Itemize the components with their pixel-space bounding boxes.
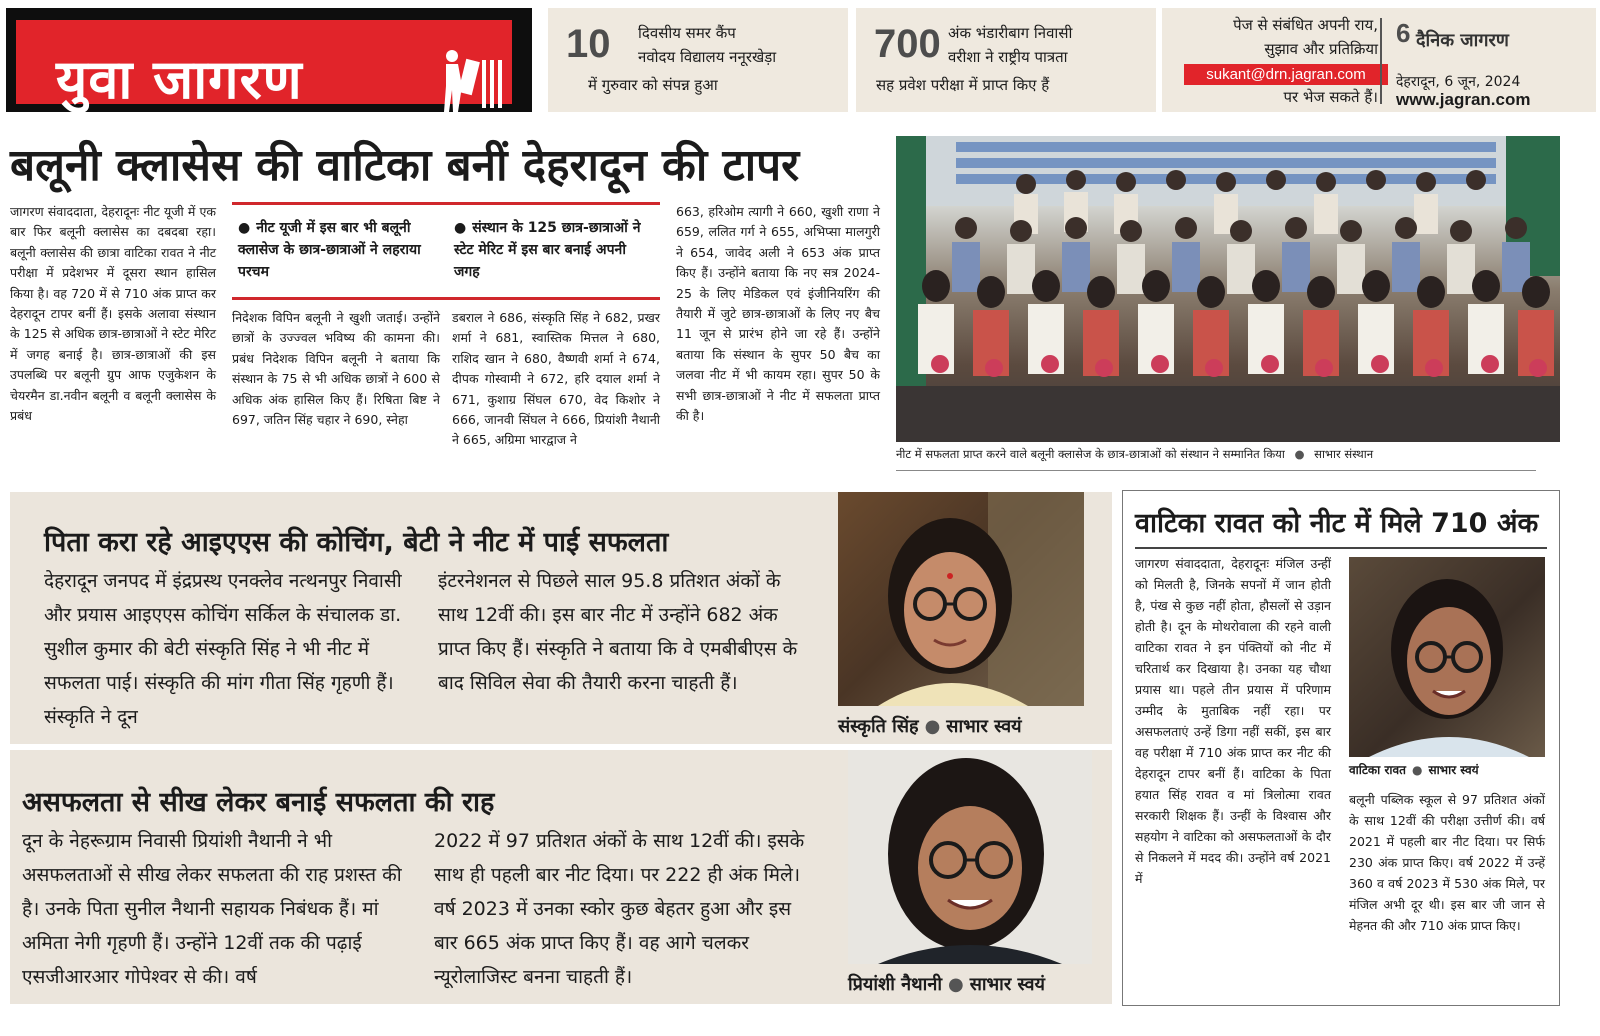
main-headline: बलूनी क्लासेस की वाटिका बनीं देहरादून की टापर	[10, 140, 800, 191]
portrait-illustration	[838, 492, 1084, 706]
divider	[896, 470, 1536, 471]
story-failure-to-success	[10, 750, 1112, 1004]
story-ias-coaching	[10, 492, 1112, 744]
teaser-line: अंक भंडारीबाग निवासी	[948, 24, 1073, 42]
bullet-icon: ●	[924, 716, 941, 737]
story-col2: इंटरनेशनल से पिछले साल 95.8 प्रतिशत अंकों के साथ 12वीं की। इस बार नीट में उन्होंने 682 अंक प्राप्त किए हैं। संस्कृति ने बताया कि वे एमबीबीएस के बाद सिविल सेवा की तैयारी करना चाहती हैं।	[438, 570, 798, 694]
divider	[1380, 18, 1382, 104]
logo-figure-icon	[440, 46, 510, 114]
bullet-icon: ●	[1294, 447, 1305, 461]
main-story-col2: निदेशक विपिन बलूनी ने खुशी जताई। उन्होंने छात्रों के उज्ज्वल भविष्य की कामना की। प्रबंध निदेशक विपिन बलूनी ने बताया कि संस्थान के 75 से भी अधिक छात्रों ने 600 से अधिक अंक हासिल किए हैं। रिषिता बिष्ट ने 697, जतिन सिंह चहार ने 690, स्नेहा	[232, 310, 440, 428]
story-col2: 2022 में 97 प्रतिशत अंकों के साथ 12वीं की। इसके साथ ही पहली बार नीट दिया। पर 222 ही अंक मिले। वर्ष 2023 में उनका स्कोर कुछ बेहतर हुआ और इस बार 665 अंक प्राप्त किए हैं। वह आगे चलकर न्यूरोलाजिस्ट बनना चाहती हैं।	[434, 830, 805, 988]
bullet-icon: ●	[947, 974, 964, 995]
group-photo	[896, 136, 1560, 442]
dateline: देहरादून, 6 जून, 2024	[1396, 74, 1521, 90]
story-col1: जागरण संवाददाता, देहरादूनः मंजिल उन्हीं को मिलती है, जिनके सपनों में जान होती है, पंख से कुछ नहीं होता, हौसलों से उड़ान होती है। दून के मोथरोवाला की रहने वाली वाटिका रावत ने इन पंक्तियों को नीट में चरितार्थ कर दिखाया है। उनका यह चौथा प्रयास था। पहले तीन प्रयास में परिणाम उम्मीद के मुताबिक नहीं रहा। पर असफलताएं उन्हें डिगा नहीं सकीं, इस बार वह परीक्षा में 710 अंक प्राप्त कर नीट की देहरादून टापर बनीं हैं। वाटिका के पिता हयात सिंह रावत व मां त्रिलोत्मा रावत सरकारी शिक्षक हैं। उन्हीं के विश्वास और सहयोग ने वाटिका को असफलताओं के दौर से निकलने में मदद की। उन्होंने वर्ष 2021 में	[1135, 556, 1331, 886]
teaser-line: वरीशा ने राष्ट्रीय पात्रता	[948, 48, 1068, 66]
story-headline: पिता करा रहे आइएएस की कोचिंग, बेटी ने नीट में पाई सफलता	[44, 527, 669, 558]
contact-box	[1162, 8, 1596, 112]
caption-name: वाटिका रावत	[1349, 763, 1406, 777]
teaser-summer-camp[interactable]	[548, 8, 848, 112]
contact-line: पर भेज सकते हैं।	[1283, 88, 1378, 106]
teaser-number: 10	[566, 22, 611, 66]
portrait-priyanshi	[848, 750, 1092, 964]
story-headline: असफलता से सीख लेकर बनाई सफलता की राह	[22, 787, 495, 818]
story-col1: देहरादून जनपद में इंद्रप्रस्थ एनक्लेव नत्थनपुर निवासी और प्रयास आइएएस कोचिंग सर्किल के संचालक डा. सुशील कुमार की बेटी संस्कृति सिंह ने भी नीट में सफलता पाई। संस्कृति की मांग गीता सिंह गृहणी हैं। संस्कृति ने दून	[44, 570, 402, 728]
teaser-line: दिवसीय समर कैंप	[638, 24, 736, 42]
contact-email-link[interactable]: sukant@drn.jagran.com	[1184, 64, 1388, 85]
caption-credit: साभार स्वयं	[969, 974, 1045, 995]
portrait-caption	[838, 714, 1022, 738]
teaser-entrance-exam[interactable]	[856, 8, 1156, 112]
page-number: 6	[1396, 18, 1411, 48]
pull-quote: ● नीट यूजी में इस बार भी बलूनी क्लासेज के छात्र-छात्राओं ने लहराया परचम	[238, 217, 438, 283]
story-headline: वाटिका रावत को नीट में मिले 710 अंक	[1135, 508, 1539, 539]
newspaper-brand: दैनिक जागरण	[1416, 30, 1509, 51]
group-photo-illustration	[896, 136, 1560, 442]
portrait-illustration	[848, 750, 1092, 964]
divider	[1135, 547, 1547, 549]
teaser-number: 700	[874, 22, 941, 66]
portrait-sanskriti	[838, 492, 1084, 706]
teaser-line: में गुरुवार को संपन्न हुआ	[588, 76, 718, 94]
caption-text: नीट में सफलता प्राप्त करने वाले बलूनी क्लासेज के छात्र-छात्राओं को संस्थान ने सम्मानित किया	[896, 447, 1285, 461]
logo-text: युवा जागरण	[56, 48, 303, 111]
contact-line: सुझाव और प्रतिक्रिया	[1264, 40, 1378, 58]
portrait-vatika	[1349, 557, 1545, 757]
teaser-line: नवोदय विद्यालय ननूरखेड़ा	[638, 48, 777, 66]
caption-name: संस्कृति सिंह	[838, 716, 919, 737]
main-story-col3: डबराल ने 686, संस्कृति सिंह ने 682, प्रखर शर्मा ने 681, स्वास्तिक मित्तल ने 680, राशिद खान ने 680, वैष्णवी शर्मा ने 674, दीपक गोस्वामी ने 672, हरि दयाल शर्मा ने 671, कुशाग्र सिंघल 670, वेद किशोर ने 666, जानवी सिंघल ने 666, प्रियांशी नैथानी ने 665, अग्रिमा भारद्वाज ने	[452, 310, 660, 448]
caption-credit: साभार स्वयं	[1428, 763, 1479, 777]
caption-name: प्रियांशी नैथानी	[848, 974, 942, 995]
caption-credit: साभार स्वयं	[946, 716, 1022, 737]
portrait-caption	[848, 972, 1045, 996]
story-col2: बलूनी पब्लिक स्कूल से 97 प्रतिशत अंकों के साथ 12वीं की परीक्षा उत्तीर्ण की। वर्ष 2021 में पहली बार नीट दिया। पर सिर्फ 230 अंक प्राप्त किए। वर्ष 2022 में उन्हें 360 व वर्ष 2023 में 530 अंक मिले, पर मंजिल अभी दूर थी। इस बार जी जान से मेहनत की और 710 अंक प्राप्त किए।	[1349, 792, 1545, 933]
website-link[interactable]: www.jagran.com	[1396, 90, 1531, 109]
story-vatika-rawat	[1122, 490, 1560, 1006]
contact-line: पेज से संबंधित अपनी राय,	[1233, 16, 1378, 34]
main-story-middle	[232, 202, 660, 448]
bullet-icon: ●	[1411, 763, 1423, 777]
logo-red-panel	[16, 20, 512, 111]
portrait-caption	[1349, 761, 1479, 778]
main-story-col4: 663, हरिओम त्यागी ने 660, खुशी राणा ने 659, ललित गर्ग ने 655, अभिप्सा मालगुरी ने 654, जावेद अली ने 653 अंक प्राप्त किए हैं। उन्होंने बताया कि नए सत्र 2024-25 के लिए मेडिकल एवं इंजीनियरिंग की तैयारी में जुटे छात्र-छात्राओं के लिए नए बैच 11 जून से प्रारंभ होने जा रहे हैं। उन्होंने बताया कि संस्थान के सुपर 50 बैच का जलवा नीट में भी कायम रहा। सुपर 50 के सभी छात्र-छात्राओं ने नीट में सफलता प्राप्त की है।	[676, 204, 880, 424]
pull-quote: ● संस्थान के 125 छात्र-छात्राओं ने स्टेट मेरिट में इस बार बनाई अपनी जगह	[454, 217, 654, 283]
portrait-illustration	[1349, 557, 1545, 757]
photo-credit: साभार संस्थान	[1314, 447, 1374, 461]
main-story-col1: जागरण संवाददाता, देहरादूनः नीट यूजी में एक बार फिर बलूनी क्लासेस का दबदबा रहा। बलूनी क्लासेस की छात्रा वाटिका रावत ने नीट परीक्षा में प्रदेशभर में दूसरा स्थान हासिल किया है। वह 720 में से 710 अंक प्राप्त कर देहरादून टापर बनीं हैं। इसके अलावा संस्थान के 125 से अधिक छात्र-छात्राओं ने स्टेट मेरिट में जगह बनाई है। छात्र-छात्राओं की इस उपलब्धि पर बलूनी ग्रुप आफ एजुकेशन के चेयरमैन डा.नवीन बलूनी व बलूनी क्लासेस के प्रबंध	[10, 204, 216, 424]
teaser-line: सह प्रवेश परीक्षा में प्राप्त किए हैं	[876, 76, 1050, 94]
pull-quote-box	[232, 202, 660, 300]
story-col1: दून के नेहरूग्राम निवासी प्रियांशी नैथानी ने भी असफलताओं से सीख लेकर सफलता की राह प्रशस्त की है। उनके पिता सुनील नैथानी सहायक निबंधक हैं। मां अमिता नेगी गृहणी हैं। उन्होंने 12वीं तक की पढ़ाई एसजीआरआर गोपेश्वर से की। वर्ष	[22, 830, 402, 988]
photo-caption	[896, 446, 1560, 462]
